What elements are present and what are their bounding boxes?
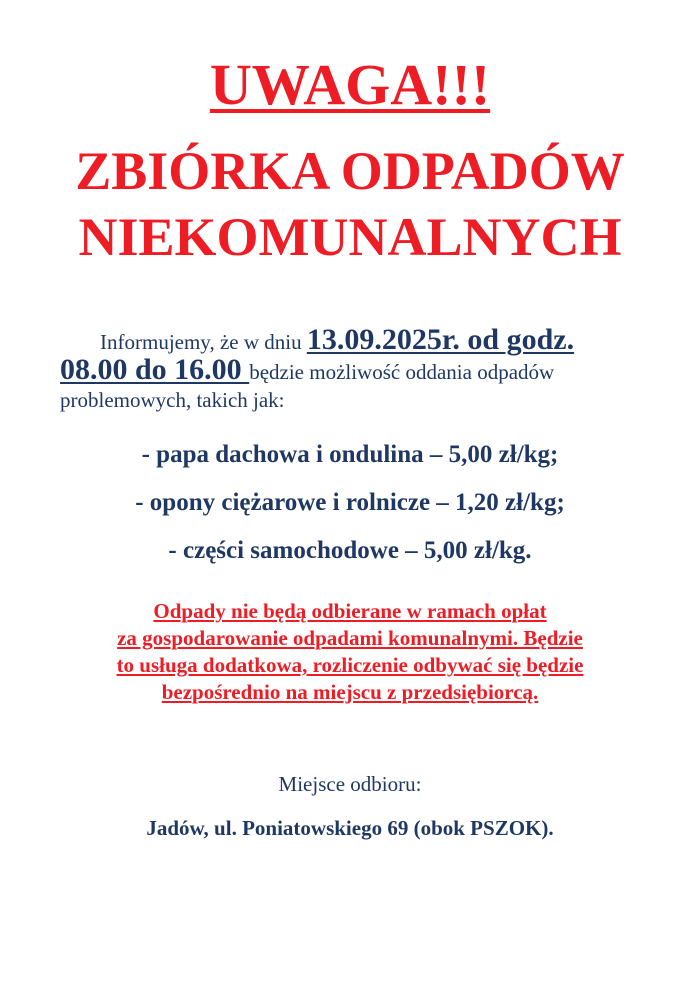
intro-paragraph xyxy=(60,323,650,414)
warning-heading: UWAGA!!! xyxy=(209,52,491,117)
waste-items-list xyxy=(0,440,700,584)
intro-date: 13.09.2025r. od godz. xyxy=(306,323,575,356)
intro-line3: problemowych, takich jak: xyxy=(60,388,285,412)
notice-line1: Odpady nie będą odbierane w ramach opłat xyxy=(153,599,547,623)
notice-line3: to usługa dodatkowa, rozliczenie odbywać się będzie xyxy=(116,653,584,677)
intro-hours: 08.00 do 16.00 xyxy=(60,353,250,386)
intro-line2 xyxy=(60,353,650,386)
notice-paragraph xyxy=(40,598,660,706)
list-item: - opony ciężarowe i rolnicze – 1,20 zł/kg; xyxy=(135,489,565,516)
notice-line4: bezpośrednio na miejscu z przedsiębiorcą. xyxy=(161,680,539,704)
poster-title-line2: NIEKOMUNALNYCH xyxy=(78,207,622,267)
list-item: - papa dachowa i ondulina – 5,00 zł/kg; xyxy=(141,441,559,468)
intro-prefix: Informujemy, że w dniu xyxy=(100,330,307,354)
place-address: Jadów, ul. Poniatowskiego 69 (obok PSZOK). xyxy=(146,816,554,840)
place-label: Miejsce odbioru: xyxy=(278,772,422,796)
intro-line1 xyxy=(60,323,650,356)
poster-title-line1: ZBIÓRKA ODPADÓW xyxy=(75,141,625,201)
notice-line2: za gospodarowanie odpadami komunalnymi. Będzie xyxy=(117,626,583,650)
intro-suffix1: będzie możliwość oddania odpadów xyxy=(249,360,555,384)
poster-title xyxy=(0,138,700,270)
list-item: - części samochodowe – 5,00 zł/kg. xyxy=(168,537,532,564)
